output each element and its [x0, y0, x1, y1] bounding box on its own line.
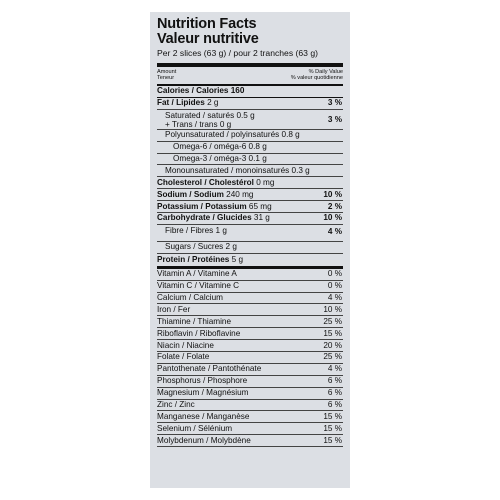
vitamin-name: Pantothenate / Pantothénate [157, 364, 262, 374]
vitamin-name: Vitamin A / Vitamine A [157, 269, 237, 279]
vitamin-name: Manganese / Manganèse [157, 411, 250, 421]
serving-size: Per 2 slices (63 g) / pour 2 tranches (63 g) [157, 48, 318, 58]
omega3-row [157, 154, 343, 166]
fat-pct: 3 % [327, 98, 342, 108]
vitamin-pct: 0 % [327, 269, 342, 279]
carbohydrate-pct: 10 % [323, 213, 342, 223]
protein-value: 5 g [231, 254, 244, 264]
omega6-text: Omega-6 / oméga-6 0.8 g [173, 142, 267, 152]
vitamin-name: Thiamine / Thiamine [157, 316, 232, 326]
vitamin-name: Molybdenum / Molybdène [157, 435, 251, 445]
vitamin-row [157, 269, 343, 281]
title-english: Nutrition Facts [157, 16, 257, 32]
vitamin-row [157, 316, 343, 328]
sugars-row [157, 242, 343, 254]
valeur-quotidienne-label: % valeur quotidienne [290, 75, 343, 82]
vitamin-pct: 0 % [327, 281, 342, 291]
vitamin-pct: 6 % [327, 388, 342, 398]
potassium-pct: 2 % [327, 201, 342, 211]
vitamin-row [157, 388, 343, 400]
vitamin-pct: 20 % [323, 340, 342, 350]
vitamin-name: Vitamin C / Vitamine C [157, 281, 240, 291]
protein-row [157, 254, 343, 269]
vitamin-row [157, 304, 343, 316]
vitamin-name: Magnesium / Magnésium [157, 388, 249, 398]
daily-value-label: % Daily Value [308, 69, 343, 75]
vitamin-name: Zinc / Zinc [157, 400, 195, 410]
fibre-value: 1 g [215, 225, 227, 235]
sugars-value: 2 g [225, 242, 237, 252]
amount-label: Amount [157, 69, 177, 75]
vitamin-pct: 6 % [327, 376, 342, 386]
vitamin-row [157, 364, 343, 376]
sodium-pct: 10 % [323, 189, 342, 199]
saturated-trans-row [157, 110, 343, 130]
saturated-text: Saturated / saturés 0.5 g [165, 110, 255, 120]
carbohydrate-label: Carbohydrate / Glucides [157, 213, 252, 223]
column-header [157, 67, 343, 84]
monounsaturated-row [157, 165, 343, 177]
vitamin-row [157, 411, 343, 423]
sodium-value: 240 mg [226, 189, 254, 199]
fat-row [157, 98, 343, 110]
calories-row [157, 86, 343, 98]
fibre-row [157, 225, 343, 242]
sugars-label: Sugars / Sucres [165, 242, 224, 252]
trans-text: + Trans / trans 0 g [165, 119, 232, 129]
calories-text: Calories / Calories 160 [157, 86, 245, 96]
vitamin-row [157, 435, 343, 447]
cholesterol-row [157, 177, 343, 189]
vitamin-row [157, 293, 343, 305]
vitamin-row [157, 400, 343, 412]
vitamin-pct: 15 % [323, 423, 342, 433]
vitamin-pct: 4 % [327, 293, 342, 303]
sat-trans-pct: 3 % [327, 114, 342, 124]
vitamin-name: Niacin / Niacine [157, 340, 214, 350]
sodium-row [157, 189, 343, 201]
vitamin-pct: 25 % [323, 316, 342, 326]
vitamin-pct: 10 % [323, 304, 342, 314]
vitamin-row [157, 376, 343, 388]
cholesterol-label: Cholesterol / Cholestérol [157, 177, 254, 187]
potassium-row [157, 201, 343, 213]
vitamin-pct: 6 % [327, 400, 342, 410]
polyunsaturated-text: Polyunsaturated / polyinsaturés 0.8 g [165, 130, 300, 140]
vitamin-row [157, 423, 343, 435]
teneur-label: Teneur [157, 75, 175, 82]
fibre-pct: 4 % [327, 226, 342, 236]
fat-label: Fat / Lipides [157, 98, 205, 108]
vitamin-pct: 15 % [323, 411, 342, 421]
vitamin-name: Calcium / Calcium [157, 293, 223, 303]
vitamin-pct: 4 % [327, 364, 342, 374]
potassium-value: 65 mg [248, 201, 272, 211]
vitamin-row [157, 340, 343, 352]
vitamin-name: Folate / Folate [157, 352, 210, 362]
carbohydrate-row [157, 213, 343, 225]
vitamins-minerals-list [157, 269, 343, 447]
vitamin-pct: 15 % [323, 435, 342, 445]
monounsaturated-text: Monounsaturated / monoinsaturés 0.3 g [165, 165, 310, 175]
protein-label: Protein / Protéines [157, 254, 230, 264]
potassium-label: Potassium / Potassium [157, 201, 247, 211]
vitamin-pct: 25 % [323, 352, 342, 362]
vitamin-name: Riboflavin / Riboflavine [157, 328, 241, 338]
vitamin-name: Selenium / Sélénium [157, 423, 233, 433]
vitamin-row [157, 328, 343, 340]
vitamin-pct: 15 % [323, 328, 342, 338]
carbohydrate-value: 31 g [253, 213, 270, 223]
vitamin-row [157, 281, 343, 293]
polyunsaturated-row [157, 130, 343, 142]
vitamin-name: Iron / Fer [157, 304, 191, 314]
title-french: Valeur nutritive [157, 31, 259, 47]
sodium-label: Sodium / Sodium [157, 189, 224, 199]
fibre-label: Fibre / Fibres [165, 225, 214, 235]
vitamin-name: Phosphorus / Phosphore [157, 376, 248, 386]
omega3-text: Omega-3 / oméga-3 0.1 g [173, 154, 267, 163]
fat-value: 2 g [207, 98, 219, 108]
nutrition-facts-panel [150, 12, 350, 488]
omega6-row [157, 142, 343, 154]
vitamin-row [157, 352, 343, 364]
cholesterol-value: 0 mg [256, 177, 275, 187]
